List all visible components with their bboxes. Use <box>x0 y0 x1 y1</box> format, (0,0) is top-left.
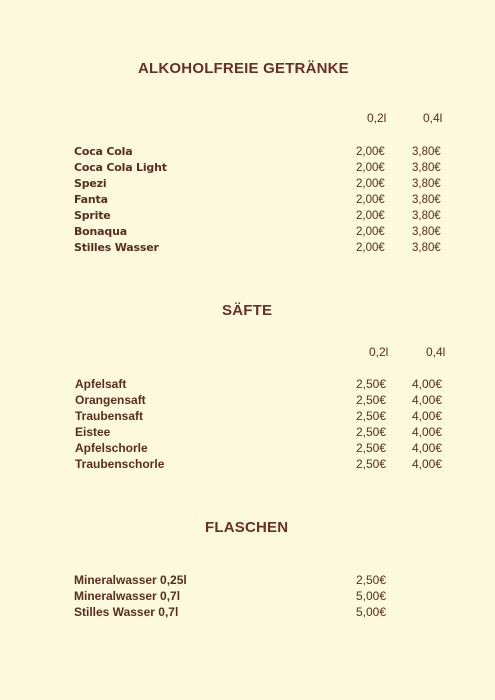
size-label-small: 0,2l <box>369 345 389 359</box>
price-small: 2,50€ <box>356 457 387 471</box>
item-name: Sprite <box>74 209 111 222</box>
section-title-flaschen: FLASCHEN <box>205 519 289 536</box>
price-large: 3,80€ <box>412 162 441 174</box>
price-small: 2,50€ <box>356 409 387 423</box>
item-name: Stilles Wasser 0,7l <box>74 605 179 619</box>
list-item <box>74 408 464 424</box>
item-name: Mineralwasser 0,7l <box>74 589 181 603</box>
item-name: Stilles Wasser <box>74 241 159 254</box>
size-header <box>0 345 495 361</box>
item-name: Bonaqua <box>74 225 127 238</box>
list-item <box>74 456 464 472</box>
price-large: 3,80€ <box>412 242 441 254</box>
price-small: 2,00€ <box>356 242 385 254</box>
price-small: 2,50€ <box>356 441 387 455</box>
item-name: Mineralwasser 0,25l <box>74 573 187 587</box>
price-small: 2,00€ <box>356 194 385 206</box>
item-name: Apfelsaft <box>75 377 127 391</box>
list-item <box>74 376 464 392</box>
price-large: 4,00€ <box>412 425 443 439</box>
list-item <box>74 424 464 440</box>
section-title-saefte: SÄFTE <box>222 302 273 319</box>
price-small: 2,50€ <box>356 425 387 439</box>
item-name: Coca Cola Light <box>74 161 167 174</box>
section-title-alkoholfreie: ALKOHOLFREIE GETRÄNKE <box>138 60 349 77</box>
size-label-large: 0,4l <box>426 345 446 359</box>
list-item <box>74 224 464 240</box>
price-large: 3,80€ <box>412 178 441 190</box>
price-list-flaschen <box>74 572 464 620</box>
item-name: Fanta <box>74 193 108 206</box>
item-name: Eistee <box>75 425 111 439</box>
item-name: Apfelschorle <box>75 441 148 455</box>
list-item <box>74 208 464 224</box>
price-large: 4,00€ <box>412 377 443 391</box>
price: 5,00€ <box>356 589 387 603</box>
item-name: Traubensaft <box>75 409 144 423</box>
list-item <box>74 192 464 208</box>
price-large: 4,00€ <box>412 457 443 471</box>
size-label-small: 0,2l <box>367 111 387 125</box>
size-label-large: 0,4l <box>423 111 443 125</box>
item-name: Coca Cola <box>74 145 133 158</box>
price-small: 2,50€ <box>356 393 387 407</box>
item-name: Traubenschorle <box>75 457 165 471</box>
item-name: Spezi <box>74 177 107 190</box>
price-small: 2,00€ <box>356 210 385 222</box>
price-small: 2,00€ <box>356 178 385 190</box>
price-large: 4,00€ <box>412 441 443 455</box>
list-item <box>74 392 464 408</box>
price-small: 2,50€ <box>356 377 387 391</box>
price-list-saefte <box>74 376 464 472</box>
price-small: 2,00€ <box>356 226 385 238</box>
price-large: 3,80€ <box>412 194 441 206</box>
list-item <box>74 588 464 604</box>
list-item <box>74 440 464 456</box>
list-item <box>74 160 464 176</box>
price-small: 2,00€ <box>356 146 385 158</box>
price-large: 4,00€ <box>412 409 443 423</box>
price-large: 3,80€ <box>412 226 441 238</box>
list-item <box>74 176 464 192</box>
list-item <box>74 144 464 160</box>
price-small: 2,00€ <box>356 162 385 174</box>
price: 5,00€ <box>356 605 387 619</box>
item-name: Orangensaft <box>75 393 146 407</box>
list-item <box>74 604 464 620</box>
size-header <box>0 111 495 127</box>
price: 2,50€ <box>356 573 387 587</box>
price-list-alkoholfreie <box>74 144 464 256</box>
price-large: 3,80€ <box>412 210 441 222</box>
list-item <box>74 240 464 256</box>
price-large: 4,00€ <box>412 393 443 407</box>
list-item <box>74 572 464 588</box>
price-large: 3,80€ <box>412 146 441 158</box>
